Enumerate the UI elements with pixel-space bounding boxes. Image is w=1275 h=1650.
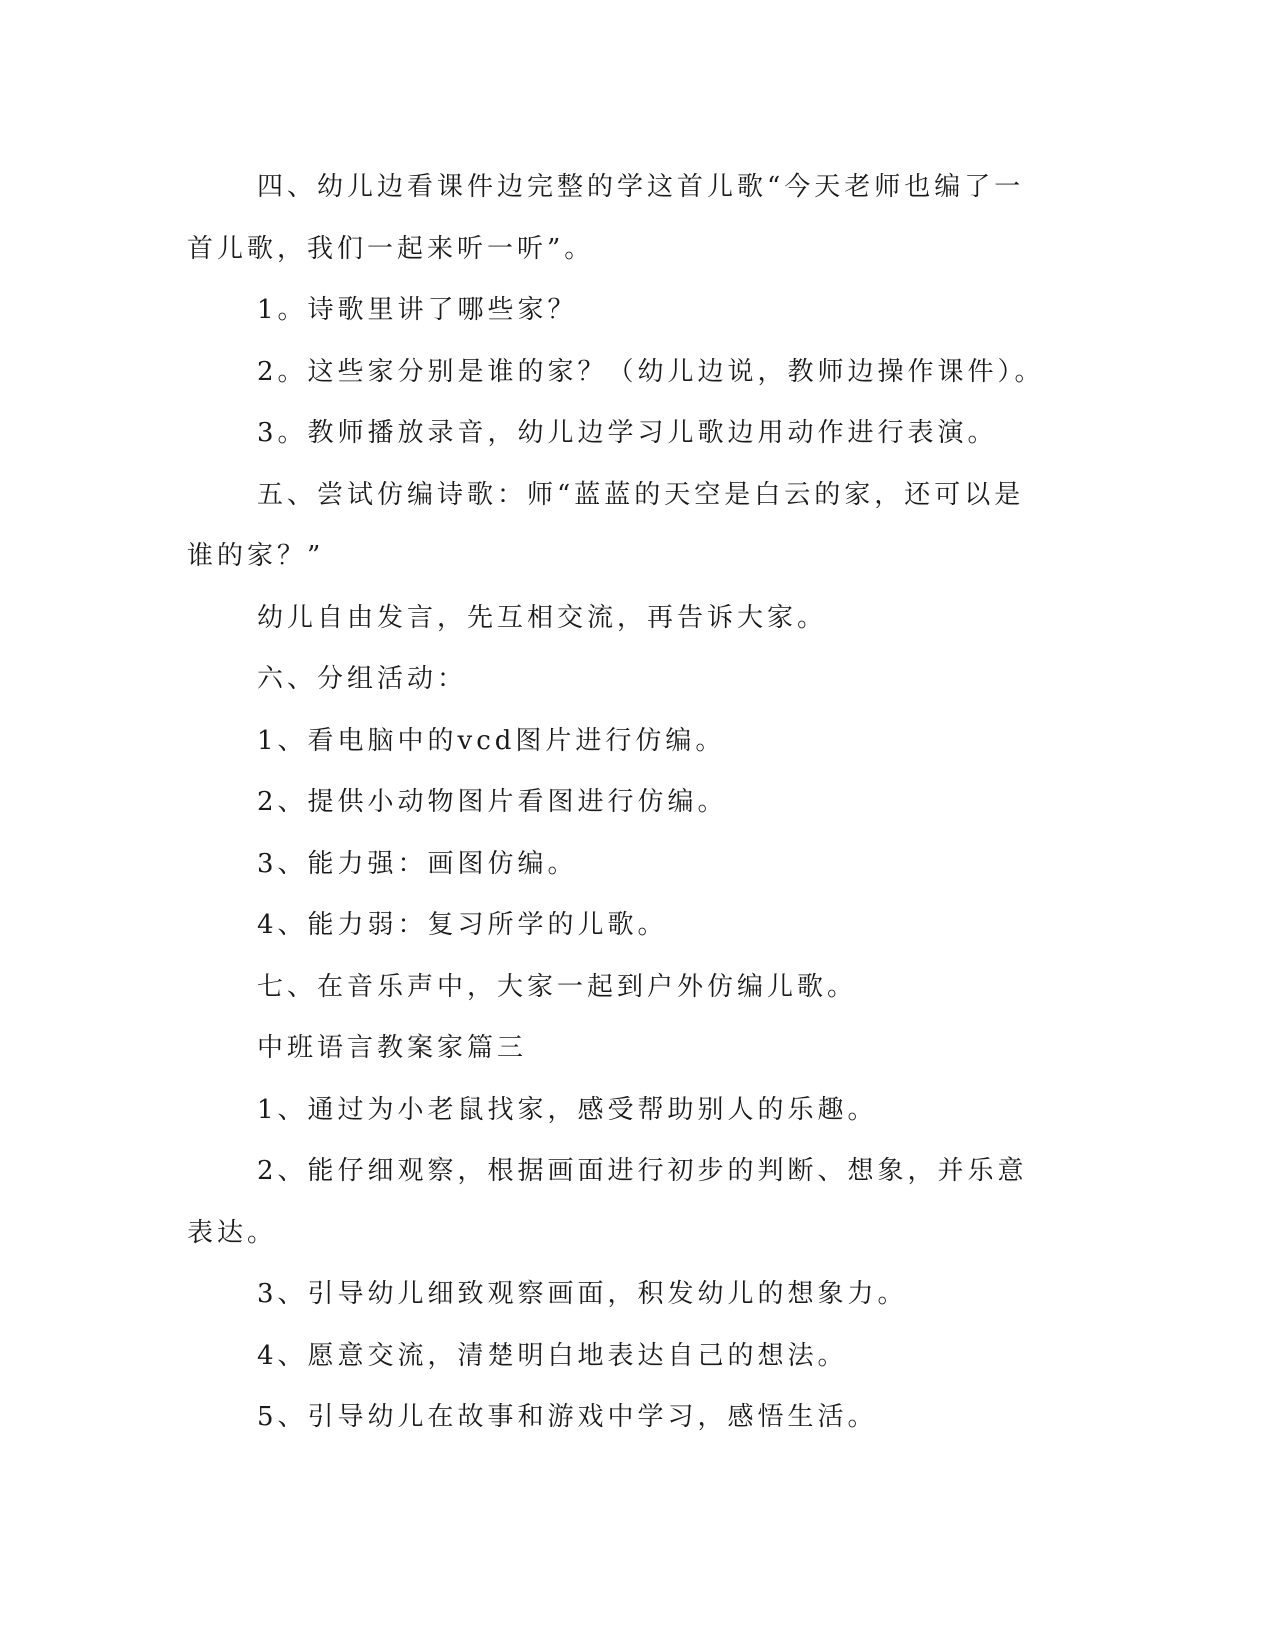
chapter-title: 中班语言教案家篇三: [257, 1033, 528, 1063]
list-item: 1、通过为小老鼠找家，感受帮助别人的乐趣。: [257, 1094, 878, 1125]
list-item: 1、看电脑中的vcd图片进行仿编。: [257, 725, 726, 756]
paragraph: 幼儿自由发言，先互相交流，再告诉大家。: [257, 602, 828, 633]
list-item: 2、能仔细观察，根据画面进行初步的判断、想象，并乐意表达。: [187, 1156, 1028, 1248]
paragraph: 五、尝试仿编诗歌：师“蓝蓝的天空是白云的家，还可以是谁的家？”: [187, 479, 1025, 571]
document-body: [187, 157, 1053, 1449]
list-item: 4、能力弱：复习所学的儿歌。: [257, 910, 668, 940]
paragraph: 四、幼儿边看课件边完整的学这首儿歌“今天老师也编了一首儿歌，我们一起来听一听”。: [187, 172, 1025, 264]
list-item: 4、愿意交流，清楚明白地表达自己的想法。: [257, 1340, 848, 1371]
list-item: 3、能力强：画图仿编。: [257, 848, 578, 879]
section-heading: 七、在音乐声中，大家一起到户外仿编儿歌。: [257, 971, 858, 1002]
paragraph: 2。这些家分别是谁的家？（幼儿边说，教师边操作课件）。: [257, 356, 1045, 387]
paragraph: 3。教师播放录音，幼儿边学习儿歌边用动作进行表演。: [257, 418, 998, 448]
list-item: 5、引导幼儿在故事和游戏中学习，感悟生活。: [257, 1402, 878, 1432]
list-item: 3、引导幼儿细致观察画面，积发幼儿的想象力。: [257, 1279, 908, 1309]
paragraph: 1。诗歌里讲了哪些家？: [257, 295, 578, 325]
list-item: 2、提供小动物图片看图进行仿编。: [257, 787, 728, 817]
section-heading: 六、分组活动：: [257, 664, 468, 694]
